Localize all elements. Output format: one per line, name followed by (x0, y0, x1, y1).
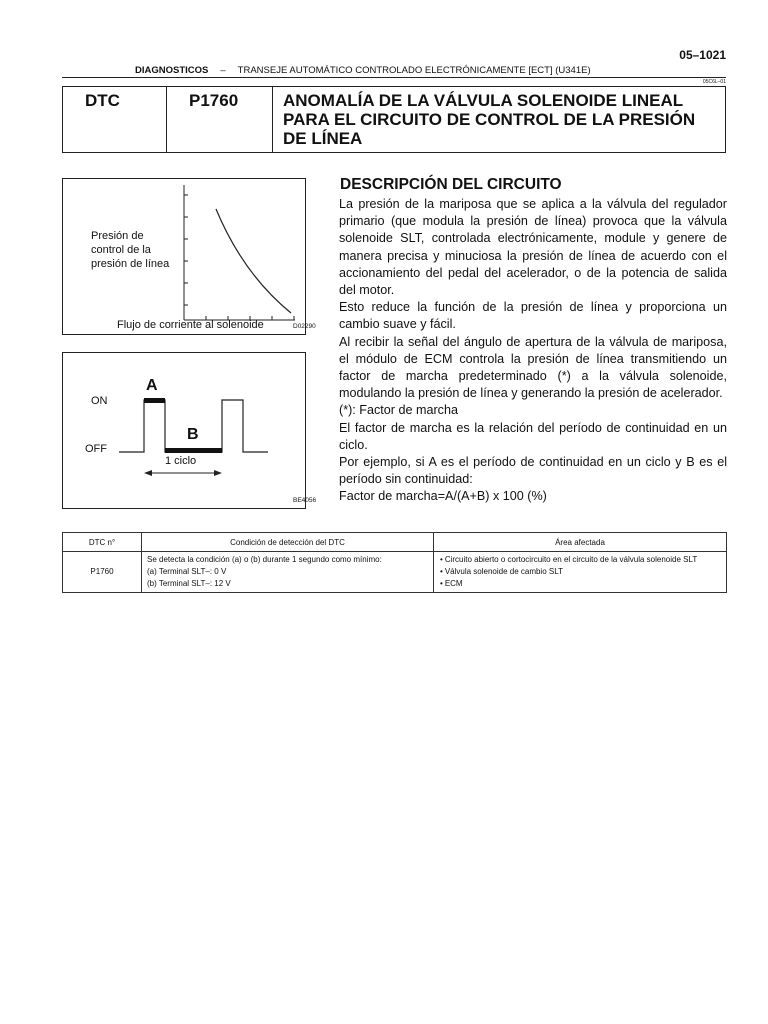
on-label: ON (91, 395, 108, 407)
dtc-code-cell: P1760 (63, 552, 142, 593)
b-label: B (187, 426, 199, 443)
description-paragraph: El factor de marcha es la relación del período de continuidad en un ciclo. (339, 420, 727, 452)
affected-area-cell (434, 552, 727, 593)
figure1-code: D02290 (293, 323, 316, 330)
segment-b-bar (165, 448, 222, 453)
dtc-label-cell (63, 87, 167, 152)
dtc-code-cell (167, 87, 273, 152)
description-paragraph: Al recibir la señal del ángulo de apertura de la válvula de mariposa, el módulo de ECM controla la presión de línea transmitiendo un factor de marcha predeterminado (*) a la válvula solenoide, modulando la presión de línea y generando la presión de acelerador. (339, 334, 727, 401)
condition-line: Se detecta la condición (a) o (b) durante 1 segundo como mínimo: (147, 555, 382, 564)
description-paragraph: (*): Factor de marcha (339, 403, 458, 418)
figure2-code: BE4056 (293, 497, 317, 504)
dtc-table (62, 532, 727, 593)
table-header: Área afectada (434, 533, 727, 552)
dtc-title: ANOMALÍA DE LA VÁLVULA SOLENOIDE LINEAL PARA EL CIRCUITO DE CONTROL DE LA PRESIÓN DE LÍNEA (283, 91, 696, 148)
table-header-row (63, 533, 727, 552)
dtc-title-cell (273, 87, 725, 152)
reference-code: 05C6L–01 (702, 79, 726, 85)
condition-line: (b) Terminal SLT–: 12 V (147, 579, 231, 588)
cycle-arrow-left-head (144, 470, 152, 476)
header-rule (62, 77, 726, 78)
graph-xlabel: Flujo de corriente al solenoide (117, 319, 264, 331)
duty-cycle-diagram (62, 352, 317, 509)
affected-area-list (439, 554, 721, 590)
running-header (62, 65, 726, 76)
cycle-arrow-right-head (214, 470, 222, 476)
description-paragraph: Por ejemplo, si A es el período de continuidad en un ciclo y B es el período sin continuidad: (339, 455, 727, 487)
header-title: TRANSEJE AUTOMÁTICO CONTROLADO ELECTRÓNICAMENTE [ECT] (U341E) (237, 65, 591, 76)
dtc-label: DTC (85, 91, 120, 110)
section-heading: DESCRIPCIÓN DEL CIRCUITO (340, 176, 562, 193)
graph-y-ticks (184, 195, 188, 305)
header-section: DIAGNOSTICOS (135, 65, 209, 76)
segment-a-bar (144, 398, 165, 403)
dtc-code: P1760 (189, 91, 239, 110)
cycle-label: 1 ciclo (165, 455, 197, 467)
condition-line: (a) Terminal SLT–: 0 V (147, 567, 227, 576)
a-label: A (146, 377, 158, 394)
dtc-title-box (62, 86, 726, 153)
header-dash: – (220, 65, 226, 76)
list-item: • Circuito abierto o cortocircuito en el circuito de la válvula solenoide SLT (439, 554, 721, 566)
description-body (339, 196, 727, 506)
graph-ylabel-1: Presión de (91, 230, 144, 242)
description-paragraph: La presión de la mariposa que se aplica a la válvula del regulador primario (que modula la presión de línea) provoca que la válvula solenoide SLT, controlada electrónicamente, module y genere de manera precisa y minuciosa la presión de línea de acuerdo con el accionamiento del pedal del acelerador, o de la potencia de salida del motor. (339, 197, 727, 298)
off-label: OFF (85, 443, 107, 455)
table-header: DTC n° (63, 533, 142, 552)
pressure-current-graph (62, 178, 316, 335)
table-header: Condición de detección del DTC (142, 533, 434, 552)
list-item: • ECM (439, 578, 721, 590)
page-number: 05–1021 (679, 48, 726, 62)
list-item: • Válvula solenoide de cambio SLT (439, 566, 721, 578)
table-row (63, 552, 727, 593)
description-paragraph: Factor de marcha=A/(A+B) x 100 (%) (339, 489, 547, 504)
detection-condition-cell (142, 552, 434, 593)
pressure-curve (216, 209, 291, 313)
duty-cycle-svg (63, 353, 307, 510)
description-paragraph: Esto reduce la función de la presión de línea y proporciona un cambio suave y fácil. (339, 300, 727, 332)
graph-ylabel-2: control de la (91, 244, 151, 256)
graph-ylabel-3: presión de línea (91, 258, 170, 270)
